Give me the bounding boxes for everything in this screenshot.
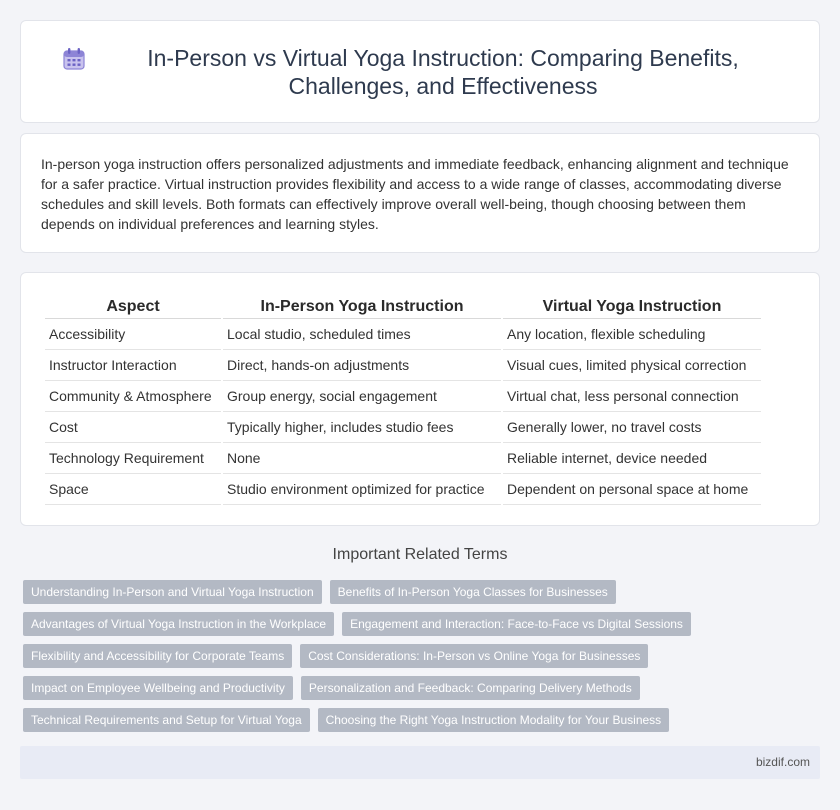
table-cell: Dependent on personal space at home [503,474,761,505]
table-cell: Any location, flexible scheduling [503,319,761,350]
table-cell: Typically higher, includes studio fees [223,412,501,443]
table-cell: Reliable internet, device needed [503,443,761,474]
footer [20,746,820,779]
table-cell: Accessibility [45,319,221,350]
related-terms-list [23,580,823,740]
table-cell: Cost [45,412,221,443]
related-term-link[interactable]: Personalization and Feedback: Comparing Delivery Methods [301,676,640,700]
related-term-link[interactable]: Cost Considerations: In-Person vs Online Yoga for Businesses [300,644,648,668]
tag-row [23,580,823,604]
header-virtual: Virtual Yoga Instruction [503,295,761,319]
table-cell: Visual cues, limited physical correction [503,350,761,381]
comparison-card [20,272,820,526]
table-row [45,474,761,505]
related-term-link[interactable]: Advantages of Virtual Yoga Instruction in the Workplace [23,612,334,636]
table-header-row [45,295,761,319]
summary-card [20,133,820,253]
related-term-link[interactable]: Impact on Employee Wellbeing and Productivity [23,676,293,700]
table-cell: Studio environment optimized for practice [223,474,501,505]
related-term-link[interactable]: Choosing the Right Yoga Instruction Modality for Your Business [318,708,670,732]
header-in-person: In-Person Yoga Instruction [223,295,501,319]
tag-row [23,708,823,732]
related-terms-heading: Important Related Terms [332,546,508,563]
related-term-link[interactable]: Engagement and Interaction: Face-to-Face vs Digital Sessions [342,612,691,636]
related-term-link[interactable]: Understanding In-Person and Virtual Yoga Instruction [23,580,322,604]
page-title: In-Person vs Virtual Yoga Instruction: Comparing Benefits, Challenges, and Effectiveness [147,44,739,99]
table-cell: Group energy, social engagement [223,381,501,412]
table-cell: Community & Atmosphere [45,381,221,412]
related-term-link[interactable]: Technical Requirements and Setup for Virtual Yoga [23,708,310,732]
table-row [45,412,761,443]
table-cell: Virtual chat, less personal connection [503,381,761,412]
table-cell: None [223,443,501,474]
table-row [45,381,761,412]
table-cell: Local studio, scheduled times [223,319,501,350]
table-cell: Generally lower, no travel costs [503,412,761,443]
related-term-link[interactable]: Flexibility and Accessibility for Corporate Teams [23,644,292,668]
table-row [45,443,761,474]
site-link[interactable]: bizdif.com [755,755,810,769]
tag-row [23,644,823,668]
table-cell: Space [45,474,221,505]
tag-row [23,676,823,700]
title-card [20,20,820,123]
related-term-link[interactable]: Benefits of In-Person Yoga Classes for Businesses [330,580,616,604]
summary-text: In-person yoga instruction offers personalized adjustments and immediate feedback, enhancing alignment and technique for a safer practice. Virtual instruction provides flexibility and access to a wide range of classes, accommodating diverse schedules and skill levels. Both formats can effectively improve overall well-being, though choosing between them depends on individual preferences and learning styles. [41,156,789,232]
table-cell: Technology Requirement [45,443,221,474]
table-row [45,319,761,350]
tag-row [23,612,823,636]
calendar-icon [61,46,87,72]
table-row [45,350,761,381]
table-cell: Direct, hands-on adjustments [223,350,501,381]
comparison-table [43,295,763,505]
table-cell: Instructor Interaction [45,350,221,381]
header-aspect: Aspect [45,295,221,319]
